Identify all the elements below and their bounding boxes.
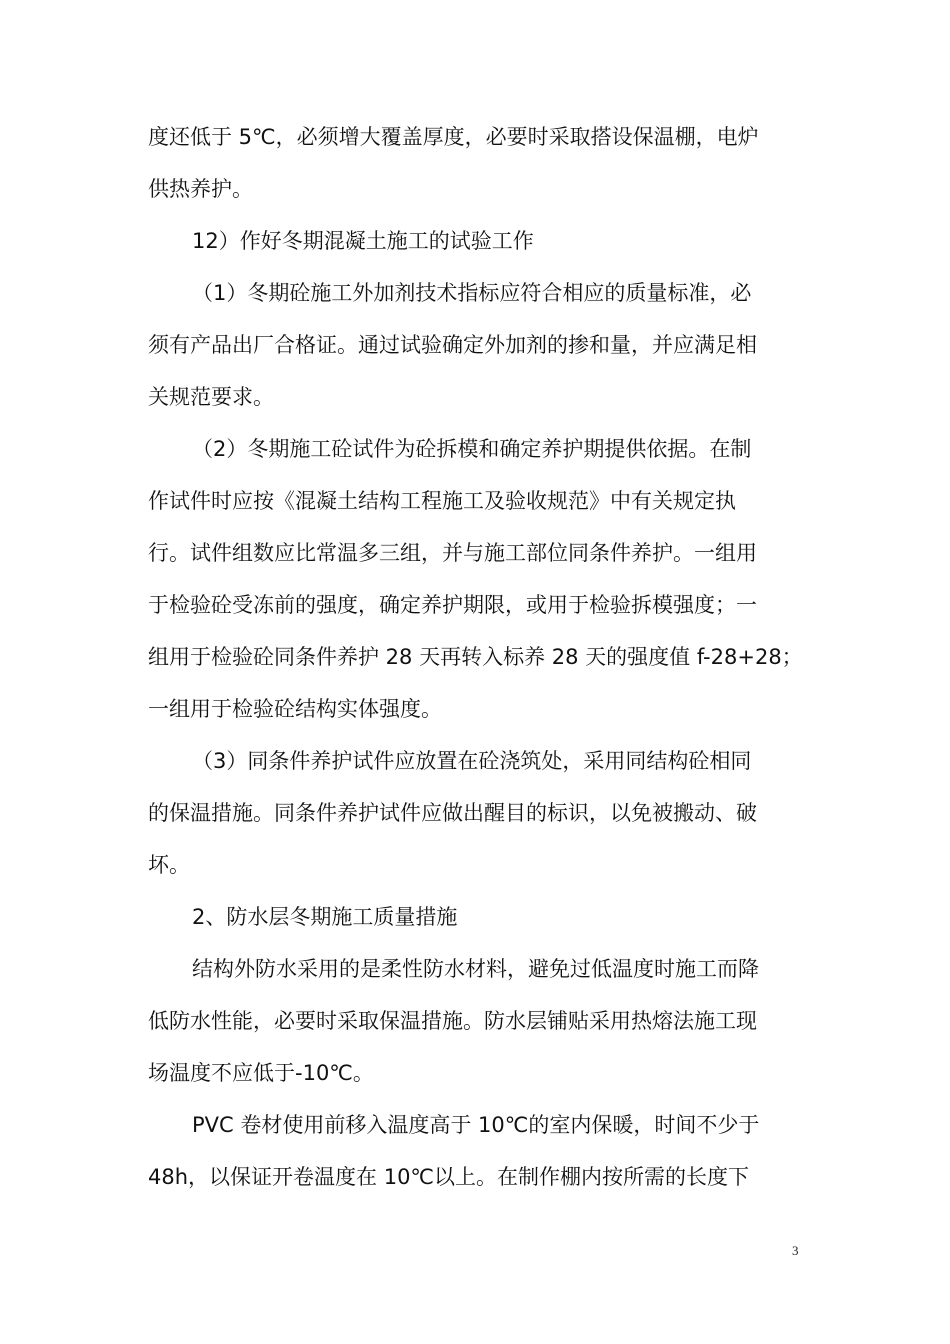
text-line: 坏。 — [148, 853, 190, 877]
section-heading: 12）作好冬期混凝土施工的试验工作 — [192, 229, 534, 253]
text-line: 低防水性能，必要时采取保温措施。防水层铺贴采用热熔法施工现 — [148, 1009, 757, 1033]
text-line: 度还低于 5℃，必须增大覆盖厚度，必要时采取搭设保温棚，电炉 — [148, 125, 759, 149]
text-line: 关规范要求。 — [148, 385, 274, 409]
text-line: 行。试件组数应比常温多三组，并与施工部位同条件养护。一组用 — [148, 541, 757, 565]
text-line: PVC 卷材使用前移入温度高于 10℃的室内保暖，时间不少于 — [192, 1113, 760, 1137]
text-line: 供热养护。 — [148, 177, 253, 201]
text-line: 48h，以保证开卷温度在 10℃以上。在制作棚内按所需的长度下 — [148, 1165, 750, 1189]
text-line: 的保温措施。同条件养护试件应做出醒目的标识，以免被搬动、破 — [148, 801, 757, 825]
text-line: 场温度不应低于-10℃。 — [148, 1061, 374, 1085]
text-line: 组用于检验砼同条件养护 28 天再转入标养 28 天的强度值 f-28+28； — [148, 645, 803, 669]
page-number: 3 — [792, 1243, 799, 1258]
section-heading: 2、防水层冬期施工质量措施 — [192, 905, 458, 929]
text-line: 须有产品出厂合格证。通过试验确定外加剂的掺和量，并应满足相 — [148, 333, 757, 357]
text-line: （2）冬期施工砼试件为砼拆模和确定养护期提供依据。在制 — [192, 437, 752, 461]
text-line: 作试件时应按《混凝土结构工程施工及验收规范》中有关规定执 — [148, 489, 736, 513]
text-line: 一组用于检验砼结构实体强度。 — [148, 697, 442, 721]
text-line: 于检验砼受冻前的强度，确定养护期限，或用于检验拆模强度；一 — [148, 593, 757, 617]
text-line: 结构外防水采用的是柔性防水材料，避免过低温度时施工而降 — [192, 957, 759, 981]
text-line: （3）同条件养护试件应放置在砼浇筑处，采用同结构砼相同 — [192, 749, 752, 773]
text-line: （1）冬期砼施工外加剂技术指标应符合相应的质量标准，必 — [192, 281, 752, 305]
